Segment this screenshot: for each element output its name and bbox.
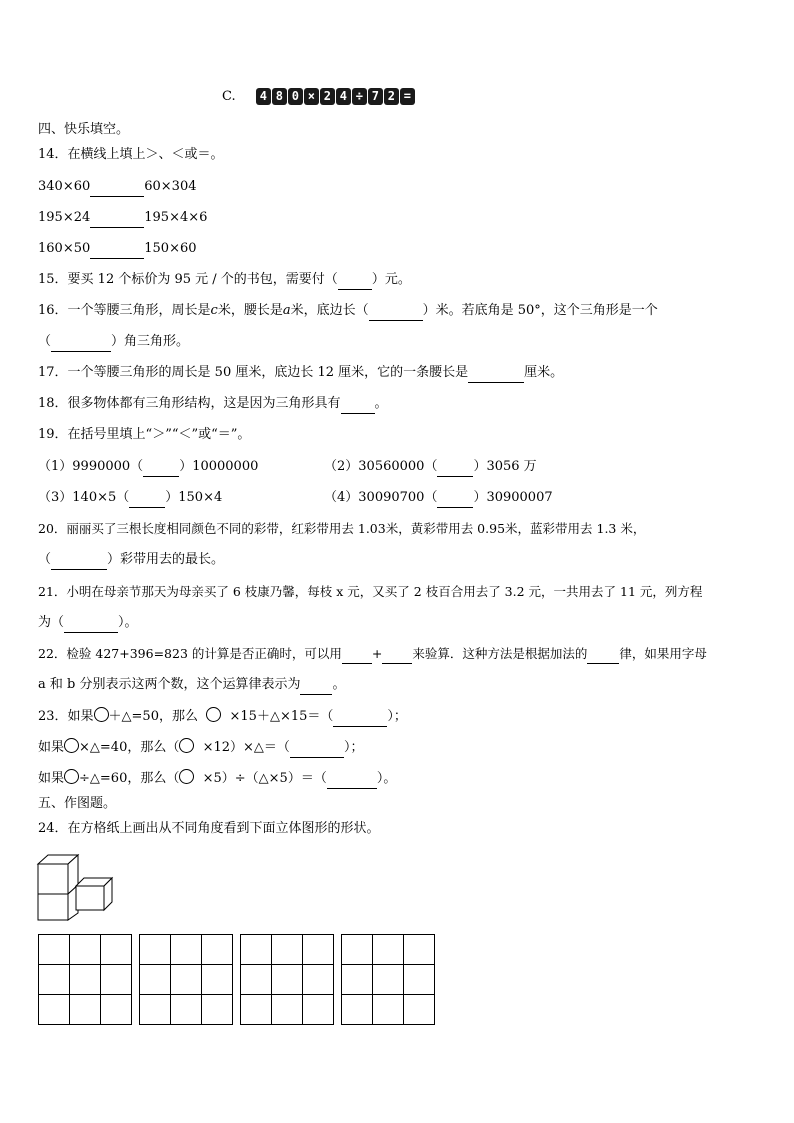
key-divide: ÷ [352,88,367,105]
key-2: 2 [320,88,335,105]
answer-blank[interactable] [90,178,144,197]
drawing-grid-3[interactable] [240,934,334,1025]
answer-blank[interactable] [333,708,387,727]
q19-item-2: （2）30560000（ ）3056 万 [324,458,537,477]
key-2b: 2 [384,88,399,105]
q22-line-1: 22．检验 427+396=823 的计算是否正确时，可以用 + 来验算．这种方法是根据加法的 律，如果用字母 [38,645,707,664]
section-4-heading: 四、快乐填空。 [38,122,130,137]
q17: 17．一个等腰三角形的周长是 50 厘米，底边长 12 厘米，它的一条腰长是 厘米。 [38,364,563,383]
section-5-heading: 五、作图题。 [38,796,117,811]
q14-item-3: 160×50 150×60 [38,240,197,259]
circle-icon [179,769,194,784]
answer-blank[interactable] [437,489,473,508]
answer-blank[interactable] [51,551,107,570]
q24-title: 24．在方格纸上画出从不同角度看到下面立体图形的形状。 [38,821,380,836]
q20-line-1: 20．丽丽买了三根长度相同颜色不同的彩带，红彩带用去 1.03米，黄彩带用去 0.95米，蓝彩带用去 1.3 米， [38,521,646,536]
q16-line-1: 16．一个等腰三角形，周长是c米，腰长是a米，底边长（ ）米。若底角是 50°，这个三角形是一个 [38,302,658,321]
answer-blank[interactable] [64,614,118,633]
q20-line-2: （ ）彩带用去的最长。 [38,551,224,570]
answer-blank[interactable] [369,302,423,321]
drawing-grid-2[interactable] [139,934,233,1025]
circle-icon [206,707,221,722]
answer-blank[interactable] [468,364,524,383]
key-7: 7 [368,88,383,105]
answer-blank[interactable] [338,271,372,290]
q23-line-3: 如果 ÷△=60，那么（ ×5）÷（△×5）＝（ ）。 [38,769,396,789]
key-equals: = [400,88,415,105]
q22-line-2: a 和 b 分别表示这两个数，这个运算律表示为 。 [38,676,346,695]
answer-blank[interactable] [90,209,144,228]
calculator-keys-row [222,88,416,106]
key-4: 4 [256,88,271,105]
answer-blank[interactable] [327,770,377,789]
q19-title: 19．在括号里填上“＞”“＜”或“＝”。 [38,427,251,442]
answer-blank[interactable] [341,395,375,414]
q19-item-1: （1）9990000（ ）10000000 [38,458,258,477]
q21-line-1: 21．小明在母亲节那天为母亲买了 6 枝康乃馨，每枝 x 元，又买了 2 枝百合用去了 3.2 元，一共用去了 11 元，列方程 [38,584,703,599]
q18: 18．很多物体都有三角形结构，这是因为三角形具有 。 [38,395,388,414]
answer-blank[interactable] [300,676,332,695]
cube-figure [36,852,116,922]
key-8: 8 [272,88,287,105]
circle-icon [179,738,194,753]
q19-item-4: （4）30090700（ ）30900007 [324,489,553,508]
key-0: 0 [288,88,303,105]
key-multiply: × [304,88,319,105]
q14-item-1: 340×60 60×304 [38,178,197,197]
answer-blank[interactable] [587,645,619,664]
q16-line-2: （ ）角三角形。 [38,333,189,352]
q21-line-2: 为（ ）。 [38,614,138,633]
answer-blank[interactable] [437,458,473,477]
q23-line-2: 如果 ×△=40，那么（ ×12）×△＝（ ）； [38,738,363,758]
answer-blank[interactable] [51,333,111,352]
q19-item-3: （3）140×5（ ）150×4 [38,489,222,508]
circle-icon [64,738,79,753]
drawing-grid-1[interactable] [38,934,132,1025]
answer-blank[interactable] [143,458,179,477]
answer-blank[interactable] [290,739,344,758]
q14-item-2: 195×24 195×4×6 [38,209,207,228]
option-label: C. [222,89,236,104]
answer-blank[interactable] [342,645,372,664]
key-4b: 4 [336,88,351,105]
circle-icon [94,707,109,722]
answer-blank[interactable] [382,645,412,664]
q23-line-1: 23．如果 ＋△=50，那么 ×15＋△×15＝（ ）； [38,707,407,727]
answer-blank[interactable] [90,240,144,259]
drawing-grid-4[interactable] [341,934,435,1025]
circle-icon [64,769,79,784]
answer-blank[interactable] [129,489,165,508]
q14-title: 14．在横线上填上＞、＜或＝。 [38,147,224,162]
q15: 15．要买 12 个标价为 95 元 / 个的书包，需要付（ ）元。 [38,271,411,290]
